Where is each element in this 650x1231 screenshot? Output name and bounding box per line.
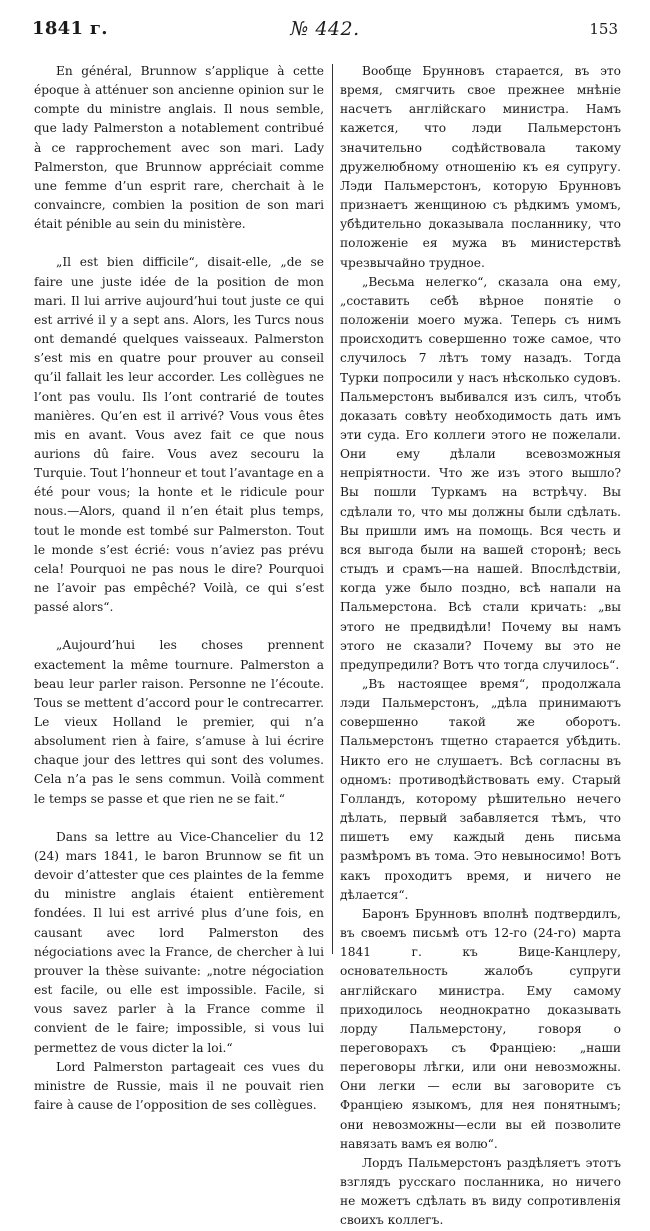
document-number: № 442. [290, 18, 360, 40]
paragraph: Вообще Брунновъ старается, въ это время, смягчить свое прежнее мнѣніе насчетъ англійскаго министра. Намъ кажется, что лэди Пальмерстонъ значительно содѣйствовала такому дружелюбному отношенію къ ея супругу. Лэди Пальмерстонъ, которую Брунновъ признаетъ женщиною съ рѣдкимъ умомъ, убѣдительно доказывала посланнику, что положеніе ея мужа въ министерствѣ чрезвычайно трудное. [340, 64, 621, 270]
paragraph: „Въ настоящее время“, продолжала лэди Пальмерстонъ, „дѣла принимаютъ совершенно такой же оборотъ. Пальмерстонъ тщетно старается убѣдить. Никто его не слушаетъ. Всѣ согласны въ одномъ: противодѣйствовать ему. Старый Голландъ, которому рѣшительно нечего дѣлать, первый забавляется тѣмъ, что пишетъ ему каждый день письма размѣромъ въ тома. Это невыносимо! Вотъ какъ проходитъ время, и ничего не дѣлается“. [340, 677, 621, 902]
page-header [28, 14, 622, 44]
paragraph: „Весьма нелегко“, сказала она ему, „составить себѣ вѣрное понятіе о положеніи моего мужа. Теперь съ нимъ происходитъ совершенно тоже самое, что случилось 7 лѣтъ тому назадъ. Тогда Турки попросили у насъ нѣсколько судовъ. Пальмерстонъ выбивался изъ силъ, чтобъ доказать совѣту необходимость дать имъ эти суда. Его коллеги этого не пожелали. Они ему дѣлали всевозможныя непріятности. Что же изъ этого вышло? Вы пошли Туркамъ на встрѣчу. Вы сдѣлали то, что мы должны были сдѣлать. Вы пришли имъ на помощь. Вся честь и вся выгода были на вашей сторонѣ; весь стыдъ и срамъ—на нашей. Впослѣдствіи, когда уже было поздно, всѣ напали на Пальмерстона. Всѣ стали кричать: „вы этого не предвидѣли! Почему вы намъ этого не сказали? Почему вы это не предупредили? Вотъ что тогда случилось“. [340, 274, 621, 672]
paragraph: En général, Brunnow s’applique à cette époque à atténuer son ancienne opinion sur le compte du ministre anglais. Il nous semble, que lady Palmerston a notablement contribué à ce rapprochement avec son mari. Lady Palmerston, que Brunnow appréciait comme une femme d’un esprit rare, cherchait à le convaincre, combien la position de son mari était pénible au sein du ministère. [34, 64, 324, 232]
column-divider [332, 64, 333, 954]
russian-column [340, 62, 621, 1228]
paragraph: Баронъ Брунновъ вполнѣ подтвердилъ, въ своемъ письмѣ отъ 12-го (24-го) марта 1841 г. къ Вице-Канцлеру, основательность жалобъ супруги англійскаго министра. Ему самому приходилось неоднократно доказывать лорду Пальмерстону, говоря о переговорахъ съ Франціею: „наши переговоры лѣгки, или они невозможны. Они легки — если вы заговорите съ Франціею языкомъ, для нея понятнымъ; они невозможны—если вы ей позволите навязать вамъ ея волю“. [340, 906, 621, 1151]
french-column [34, 62, 325, 1112]
paragraph: „Aujourd’hui les choses prennent exactement la même tournure. Palmerston a beau leur parler raison. Personne ne l’écoute. Tous se mettent d’accord pour le contrecarrer. Le vieux Holland le premier, qui n’a absolument rien à faire, s’amuse à lui écrire chaque jour des lettres qui sont des volumes. Cela n’a pas le sens commun. Voilà comment le temps se passe et que rien ne se fait.“ [34, 638, 324, 806]
paragraph: „Il est bien difficile“, disait-elle, „de se faire une juste idée de la position de mon mari. Il lui arrive aujourd’hui tout juste ce qui est arrivé il y a sept ans. Alors, les Turcs nous ont demandé quelques vaisseaux. Palmerston s’est mis en quatre pour prouver au conseil qu’il fallait les leur accorder. Les collègues ne l’ont pas voulu. Ils l’ont contrarié de toutes manières. Qu’en est il arrivé? Vous vous êtes mis en avant. Vous avez fait ce que nous aurions dû faire. Vous avez secouru la Turquie. Tout l’honneur et tout l’avantage en a été pour vous; la honte et le ridicule pour nous.—Alors, quand il n’en était plus temps, tout le monde est tombé sur Palmerston. Tout le monde s’est écrié: vous n’aviez pas prévu cela! Pourquoi ne pas nous le dire? Pourquoi ne l’avoir pas empêché? Voilà, ce qui s’est passé alors“. [34, 255, 325, 615]
paragraph: Lord Palmerston partageait ces vues du ministre de Russie, mais il ne pouvait rien faire à cause de l’opposition de ses collègues. [34, 1059, 324, 1112]
paragraph: Dans sa lettre au Vice-Chancelier du 12 (24) mars 1841, le baron Brunnow se fit un devoir d’attester que ces plaintes de la femme du ministre anglais étaient entièrement fondées. Il lui est arrivé plus d’une fois, en causant avec lord Palmerston des négociations avec la France, de chercher à lui prouver la thèse suivante: „notre négociation est facile, ou elle est impossible. Facile, si vous savez parler à la France comme il convient de le faire; impossible, si vous lui permettez de vous dicter la loi.“ [34, 829, 324, 1055]
header-year: 1841 г. [32, 18, 108, 39]
page-number: 153 [589, 20, 618, 38]
paragraph: Лордъ Пальмерстонъ раздѣляетъ этотъ взглядъ русскаго посланника, но ничего не можетъ сдѣлать въ виду сопротивленія своихъ коллегъ. [340, 1155, 621, 1228]
